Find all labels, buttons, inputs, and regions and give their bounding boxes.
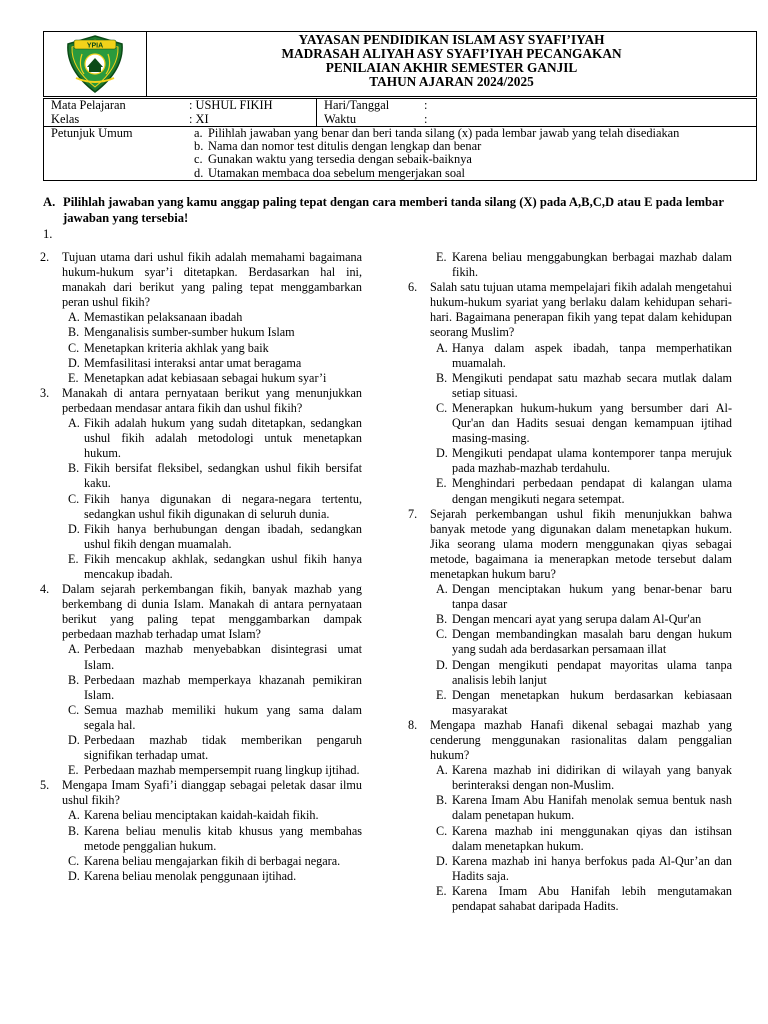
answer-option <box>62 854 362 869</box>
answer-option <box>62 673 362 703</box>
option-text: Perbedaan mazhab memperkaya khazanah pemikiran Islam. <box>84 672 362 702</box>
answer-option <box>62 416 362 461</box>
option-text: Fikih adalah hukum yang sudah ditetapkan, sedangkan ushul fikih adalah metodologi untuk menetapkan hukum. <box>84 416 362 461</box>
instruction-item: c. Gunakan waktu yang tersedia dengan sebaik-baiknya <box>194 152 472 167</box>
answer-option <box>430 884 732 914</box>
instruction-item: d. Utamakan membaca doa sebelum mengerjakan soal <box>194 165 466 180</box>
question-item <box>40 778 362 884</box>
question-number: 6. <box>408 280 418 295</box>
option-letter: D. <box>68 355 80 370</box>
question-text: Dalam sejarah perkembangan fikih, banyak mazhab yang berkembang di dunia Islam. Manakah di antara pernyataan berikut yang paling tepat menggambarkan dampak perbedaan mazhab terhadap umat Islam? <box>62 582 362 642</box>
option-letter: C. <box>68 702 80 717</box>
answer-option <box>62 522 362 552</box>
option-text: Karena beliau menulis kitab khusus yang membahas metode penggalian hukum. <box>84 823 362 853</box>
answer-option <box>62 461 362 491</box>
option-text: Dengan mencari ayat yang serupa dalam Al-Qur'an <box>452 612 702 627</box>
question-text: Sejarah perkembangan ushul fikih menunjukkan bahwa banyak metode yang digunakan dalam menetapkan hukum. Jika seorang ulama modern menggunakan qiyas sebagai metode, bagaimana ia menerapkan metode tersebut dalam menetapkan hukum baru? <box>430 506 732 581</box>
exam-header <box>43 31 757 97</box>
option-letter: D. <box>68 868 80 883</box>
answer-option <box>62 356 362 371</box>
svg-text:YPIA: YPIA <box>86 42 104 50</box>
option-text: Memfasilitasi interaksi antar umat beragama <box>84 355 302 370</box>
option-text: Perbedaan mazhab menyebabkan disintegrasi umat Islam. <box>84 642 362 672</box>
time-value: : <box>424 111 428 126</box>
answer-option <box>430 627 732 657</box>
foundation-name: YAYASAN PENDIDIKAN ISLAM ASY SYAFI’IYAH <box>298 32 605 47</box>
question-1-number: 1. <box>43 227 53 241</box>
answer-option <box>62 492 362 522</box>
option-text: Mengikuti pendapat satu mazhab secara mutlak dalam setiap situasi. <box>452 370 732 400</box>
option-list <box>62 416 362 582</box>
option-text: Dengan menetapkan hukum berdasarkan kebiasaan masyarakat <box>452 687 732 717</box>
school-logo <box>60 34 130 94</box>
answer-option <box>62 703 362 733</box>
answer-option <box>430 824 732 854</box>
option-text: Karena beliau mengajarkan fikih di berbagai negara. <box>84 853 341 868</box>
answer-option <box>430 793 732 823</box>
question-number: 3. <box>40 385 50 400</box>
answer-option <box>430 341 732 371</box>
option-letter: A. <box>68 310 80 325</box>
left-column <box>40 250 362 884</box>
answer-option <box>430 401 732 446</box>
option-text: Menghindari perbedaan pendapat di kalangan ulama dengan mengikuti negara setempat. <box>452 476 732 506</box>
option-letter: D. <box>68 733 80 747</box>
option-text: Hanya dalam aspek ibadah, tanpa memperhatikan muamalah. <box>452 340 732 370</box>
option-letter: E. <box>68 370 79 385</box>
option-letter: D. <box>68 521 80 536</box>
option-list <box>62 642 362 778</box>
question-item <box>408 507 732 718</box>
option-letter: D. <box>436 853 448 868</box>
option-letter: B. <box>68 823 80 838</box>
option-text: Dengan mengikuti pendapat mayoritas ulama tanpa analisis lebih lanjut <box>452 657 732 687</box>
question-5-continuation <box>408 250 732 280</box>
option-letter: E. <box>436 883 447 898</box>
option-text: Menerapkan hukum-hukum yang bersumber dari Al-Qur'an dan Hadits sesuai dengan kemampuan ijtihad masing-masing. <box>452 400 732 446</box>
option-letter: A. <box>436 763 448 778</box>
school-name: MADRASAH ALIYAH ASY SYAFI’IYAH PECANGAKAN <box>281 46 622 61</box>
option-letter: D. <box>436 657 448 672</box>
question-number: 5. <box>40 778 50 793</box>
section-a-instruction <box>43 195 743 226</box>
option-text: Fikih hanya berhubungan dengan ibadah, sedangkan ushul fikih dengan muamalah. <box>84 521 362 551</box>
date-time-cell <box>317 99 757 127</box>
option-text: Fikih hanya digunakan di negara-negara tertentu, sedangkan ushul fikih digunakan di seluruh dunia. <box>84 491 362 521</box>
option-list <box>430 582 732 718</box>
option-text: Karena beliau menciptakan kaidah-kaidah fikih. <box>84 808 319 823</box>
option-text: Dengan menciptakan hukum yang benar-benar baru tanpa dasar <box>452 582 732 612</box>
exam-info-table <box>43 98 757 181</box>
option-letter: A. <box>436 582 448 597</box>
header-titles <box>147 32 756 89</box>
question-number: 4. <box>40 582 50 597</box>
option-letter: B. <box>68 672 80 687</box>
option-text: Karena Imam Abu Hanifah menolak semua bentuk nash dalam penetapan hukum. <box>452 793 732 823</box>
option-letter: C. <box>436 400 448 415</box>
option-text: Perbedaan mazhab tidak memberikan pengaruh signifikan terhadap umat. <box>84 733 362 763</box>
subject-label: Mata Pelajaran <box>51 98 126 112</box>
option-text: Karena mazhab ini hanya berfokus pada Al-Qur’an dan Hadits saja. <box>452 853 732 883</box>
question-text: Tujuan utama dari ushul fikih adalah memahami bagaimana hukum-hukum syar’i ditetapkan. Berdasarkan hal ini, manakah dari berikut yang paling tepat menggambarkan peran ushul fikih? <box>62 250 362 310</box>
question-item <box>40 250 362 386</box>
answer-option <box>62 642 362 672</box>
option-text: Karena Imam Abu Hanifah lebih mengutamakan pendapat sahabat daripada Hadits. <box>452 883 732 914</box>
subject-class-cell <box>44 99 317 127</box>
option-text: Perbedaan mazhab mempersempit ruang lingkup ijtihad. <box>84 763 360 778</box>
option-letter: E. <box>68 763 79 778</box>
option-letter: A. <box>436 340 448 355</box>
option-letter: B. <box>436 793 448 808</box>
question-item <box>40 582 362 778</box>
right-column <box>408 250 732 914</box>
question-text: Mengapa Imam Syafi’i dianggap sebagai peletak dasar ilmu ushul fikih? <box>62 778 362 808</box>
instruction-item: b. Nama dan nomor test ditulis dengan lengkap dan benar <box>194 139 482 154</box>
answer-option <box>430 688 732 718</box>
answer-option <box>430 250 732 280</box>
option-list <box>62 808 362 883</box>
time-label: Waktu <box>324 111 357 126</box>
question-text: Manakah di antara pernyataan berikut yang menunjukkan perbedaan mendasar antara fikih dan ushul fikih? <box>62 385 362 415</box>
subject-value: : USHUL FIKIH <box>189 98 273 112</box>
option-letter: A. <box>68 808 80 823</box>
option-letter: B. <box>436 370 448 385</box>
question-text: Mengapa mazhab Hanafi dikenal sebagai mazhab yang cenderung menggunakan rasionalitas dalam penggalian hukum? <box>430 717 732 763</box>
option-text: Karena mazhab ini menggunakan qiyas dan istihsan dalam menetapkan hukum. <box>452 823 732 853</box>
section-a-text: Pilihlah jawaban yang kamu anggap paling tepat dengan cara memberi tanda silang (X) pada A,B,C,D atau E pada lembar jawaban yang tersebia! <box>63 195 724 225</box>
question-item <box>40 386 362 582</box>
option-text: Karena beliau menolak penggunaan ijtihad. <box>84 868 297 883</box>
option-text: Karena mazhab ini didirikan di wilayah yang banyak berinteraksi dengan non-Muslim. <box>452 763 732 793</box>
option-text: Memastikan pelaksanaan ibadah <box>84 310 243 325</box>
option-letter: C. <box>68 340 80 355</box>
option-text: Fikih mencakup akhlak, sedangkan ushul fikih hanya mencakup ibadah. <box>84 551 362 581</box>
option-text: Fikih bersifat fleksibel, sedangkan ushul fikih bersifat kaku. <box>84 461 362 491</box>
option-list <box>430 763 732 914</box>
logo-cell <box>44 32 147 96</box>
option-text: Menetapkan kriteria akhlak yang baik <box>84 340 269 355</box>
option-letter: E. <box>68 551 79 566</box>
answer-option <box>430 658 732 688</box>
answer-option <box>430 854 732 884</box>
answer-option <box>62 763 362 778</box>
answer-option <box>62 824 362 854</box>
date-label: Hari/Tanggal <box>324 98 390 112</box>
answer-option <box>430 612 732 627</box>
instruction-item: a. Pilihlah jawaban yang benar dan beri tanda silang (x) pada lembar jawab yang telah disediakan <box>194 126 680 140</box>
option-text: Menetapkan adat kebiasaan sebagai hukum syar’i <box>84 370 327 385</box>
option-text: Karena beliau menggabungkan berbagai mazhab dalam fikih. <box>452 250 732 280</box>
answer-option <box>62 733 362 763</box>
answer-option <box>430 371 732 401</box>
instructions-list <box>185 127 705 180</box>
option-letter: E. <box>436 687 447 702</box>
option-letter: E. <box>436 476 447 491</box>
academic-year: TAHUN AJARAN 2024/2025 <box>369 74 534 89</box>
question-item <box>408 280 732 506</box>
option-letter: A. <box>68 416 80 431</box>
class-value: : XI <box>189 111 209 126</box>
exam-name: PENILAIAN AKHIR SEMESTER GANJIL <box>325 60 578 75</box>
option-text: Dengan membandingkan masalah baru dengan hukum yang sudah ada berdasarkan persamaan illat <box>452 627 732 657</box>
question-item <box>408 718 732 914</box>
option-text: Semua mazhab memiliki hukum yang sama dalam segala hal. <box>84 702 362 732</box>
answer-option <box>430 582 732 612</box>
option-letter: D. <box>436 446 448 461</box>
option-list <box>62 310 362 385</box>
option-letter: C. <box>68 491 80 506</box>
option-text: Mengikuti pendapat ulama kontemporer tanpa merujuk pada mazhab-mazhab terdahulu. <box>452 446 732 476</box>
option-text: Menganalisis sumber-sumber hukum Islam <box>84 325 295 340</box>
answer-option <box>430 476 732 506</box>
answer-option <box>62 325 362 340</box>
option-letter: B. <box>68 325 80 340</box>
instructions-cell <box>44 127 757 181</box>
answer-option <box>62 808 362 823</box>
answer-option <box>62 310 362 325</box>
answer-option <box>62 552 362 582</box>
instructions-label: Petunjuk Umum <box>51 126 133 140</box>
answer-option <box>62 869 362 884</box>
option-letter: A. <box>68 642 80 657</box>
question-number: 2. <box>40 250 50 264</box>
question-number: 7. <box>408 506 418 521</box>
section-a-mark: A. <box>43 195 56 209</box>
answer-option <box>430 446 732 476</box>
answer-option <box>62 341 362 356</box>
option-letter: C. <box>68 853 80 868</box>
answer-option <box>62 371 362 386</box>
class-label: Kelas <box>51 111 80 126</box>
option-letter: E. <box>436 250 447 264</box>
option-letter: C. <box>436 627 448 642</box>
date-value: : <box>424 98 428 112</box>
answer-option <box>430 763 732 793</box>
option-letter: C. <box>436 823 448 838</box>
option-letter: B. <box>436 612 448 627</box>
option-list <box>430 341 732 507</box>
question-number: 8. <box>408 717 418 732</box>
option-letter: B. <box>68 461 80 476</box>
question-text: Salah satu tujuan utama mempelajari fikih adalah mengetahui hukum-hukum syariat yang berlaku dalam kehidupan sehari-hari. Bagaimana penerapan fikih yang tepat dalam kehidupan seorang Muslim? <box>430 280 732 340</box>
